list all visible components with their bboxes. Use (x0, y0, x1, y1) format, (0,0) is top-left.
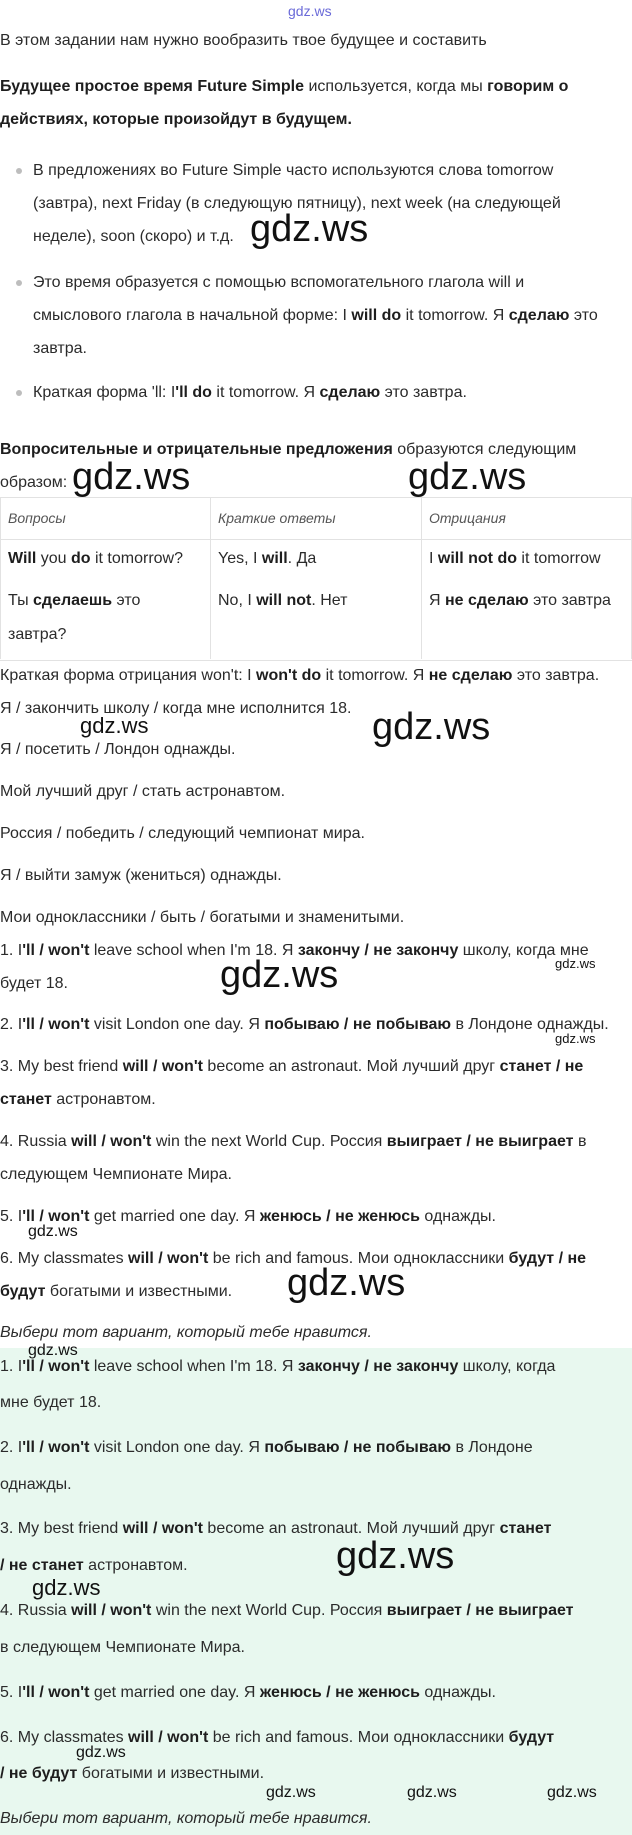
table-cell-negative-1: I will not do it tomorrow (429, 550, 601, 567)
answer-6-line-2: будут богатыми и известными. (0, 1283, 233, 1300)
table-cell-answer-2: No, I will not. Нет (218, 592, 348, 609)
definition-line-2: действиях, которые произойдут в будущем. (0, 111, 352, 128)
bullet-2-line-2: смыслового глагола в начальной форме: I will do it tomorrow. Я сделаю это (33, 307, 598, 324)
choose-note: Выбери тот вариант, который тебе нравится. (0, 1324, 372, 1341)
bullet-1-line-3: неделе), soon (скоро) и т.д. (33, 228, 234, 245)
watermark-logo: gdz.ws (80, 713, 149, 738)
table-cell-negative-2: Я не сделаю это завтра (429, 592, 611, 609)
bullet-2-line-1: Это время образуется с помощью вспомогательного глагола will и (33, 274, 525, 291)
green-answer-1-line-1: 1. I'll / won't leave school when I'm 18. Я закончу / не закончу школу, когда (0, 1358, 556, 1375)
table-cell-question-2: Ты сделаешь это (8, 592, 141, 609)
watermark-logo: gdz.ws (28, 1223, 78, 1240)
table-cell-question-3: завтра? (8, 626, 67, 643)
bullet-1-line-1: В предложениях во Future Simple часто используются слова tomorrow (33, 162, 554, 179)
watermark-logo: gdz.ws (220, 954, 339, 996)
green-answer-3-line-2: / не станет астронавтом. (0, 1557, 188, 1574)
watermark-logo: gdz.ws (547, 1784, 597, 1801)
table-header-divider (0, 539, 632, 540)
table-divider (421, 497, 422, 659)
answer-3-line-2: станет астронавтом. (0, 1091, 156, 1108)
green-answer-4-line-2: в следующем Чемпионате Мира. (0, 1639, 245, 1656)
prompt-1: Я / закончить школу / когда мне исполнится 18. (0, 700, 352, 717)
green-answer-4-line-1: 4. Russia will / won't win the next World Cup. Россия выиграет / не выиграет (0, 1602, 574, 1619)
watermark-logo: gdz.ws (555, 956, 596, 971)
bullet-3-line: Краткая форма 'll: I'll do it tomorrow. Я сделаю это завтра. (33, 384, 467, 401)
answer-4-line-1: 4. Russia will / won't win the next World Cup. Россия выиграет / не выиграет в (0, 1133, 587, 1150)
watermark-logo: gdz.ws (250, 208, 369, 250)
answer-1-line-2: будет 18. (0, 975, 68, 992)
green-answer-6-line-1: 6. My classmates will / won't be rich and famous. Мои одноклассники будут (0, 1729, 555, 1746)
bullet-dot (16, 390, 22, 396)
answer-1-line-1: 1. I'll / won't leave school when I'm 18. Я закончу / не закончу школу, когда мне (0, 942, 589, 959)
answer-3-line-1: 3. My best friend will / won't become an astronaut. Мой лучший друг станет / не (0, 1058, 584, 1075)
watermark-logo: gdz.ws (407, 1784, 457, 1801)
table-border (0, 497, 1, 659)
watermark-logo: gdz.ws (76, 1744, 126, 1761)
green-answer-3-line-1: 3. My best friend will / won't become an astronaut. Мой лучший друг станет (0, 1520, 552, 1537)
watermark-top: gdz.ws (288, 3, 332, 19)
intro-text: В этом задании нам нужно вообразить твое будущее и составить (0, 32, 487, 49)
short-negative-line: Краткая форма отрицания won't: I won't do it tomorrow. Я не сделаю это завтра. (0, 667, 600, 684)
table-header-negatives: Отрицания (429, 510, 506, 526)
watermark-logo: gdz.ws (72, 456, 191, 498)
watermark-logo: gdz.ws (287, 1262, 406, 1304)
watermark-logo: gdz.ws (32, 1575, 101, 1600)
answer-5-line: 5. I'll / won't get married one day. Я женюсь / не женюсь однажды. (0, 1208, 496, 1225)
prompt-2: Я / посетить / Лондон однажды. (0, 741, 236, 758)
prompt-3: Мой лучший друг / стать астронавтом. (0, 783, 286, 800)
choose-note-2: Выбери тот вариант, который тебе нравится. (0, 1810, 372, 1827)
prompt-5: Я / выйти замуж (жениться) однажды. (0, 867, 282, 884)
green-answer-2-line-1: 2. I'll / won't visit London one day. Я побываю / не побываю в Лондоне (0, 1439, 533, 1456)
answer-6-line-1: 6. My classmates will / won't be rich and famous. Мои одноклассники будут / не (0, 1250, 587, 1267)
bullet-dot (16, 280, 22, 286)
watermark-logo: gdz.ws (266, 1784, 316, 1801)
green-answer-1-line-2: мне будет 18. (0, 1394, 102, 1411)
green-answer-2-line-2: однажды. (0, 1476, 72, 1493)
prompt-4: Россия / победить / следующий чемпионат мира. (0, 825, 365, 842)
green-answer-6-line-2: / не будут богатыми и известными. (0, 1765, 265, 1782)
table-cell-question-1: Will you do it tomorrow? (8, 550, 183, 567)
bullet-2-line-3: завтра. (33, 340, 87, 357)
bullet-1-line-2: (завтра), next Friday (в следующую пятницу), next week (на следующей (33, 195, 561, 212)
table-cell-answer-1: Yes, I will. Да (218, 550, 317, 567)
watermark-logo: gdz.ws (28, 1342, 78, 1359)
watermark-logo: gdz.ws (408, 456, 527, 498)
prompt-6: Мои одноклассники / быть / богатыми и знаменитыми. (0, 909, 405, 926)
table-header-answers: Краткие ответы (218, 510, 336, 526)
green-answer-5-line: 5. I'll / won't get married one day. Я женюсь / не женюсь однажды. (0, 1684, 496, 1701)
table-header-questions: Вопросы (8, 510, 66, 526)
definition-line-1: Будущее простое время Future Simple используется, когда мы говорим о (0, 78, 569, 95)
watermark-logo: gdz.ws (336, 1535, 455, 1577)
answer-2-line: 2. I'll / won't visit London one day. Я побываю / не побываю в Лондоне однажды. (0, 1016, 609, 1033)
questions-intro-line-2: образом: (0, 474, 68, 491)
watermark-logo: gdz.ws (555, 1031, 596, 1046)
answer-4-line-2: следующем Чемпионате Мира. (0, 1166, 232, 1183)
bullet-dot (16, 168, 22, 174)
questions-intro-line-1: Вопросительные и отрицательные предложения образуются следующим (0, 441, 577, 458)
watermark-logo: gdz.ws (372, 706, 491, 748)
table-divider (210, 497, 211, 659)
